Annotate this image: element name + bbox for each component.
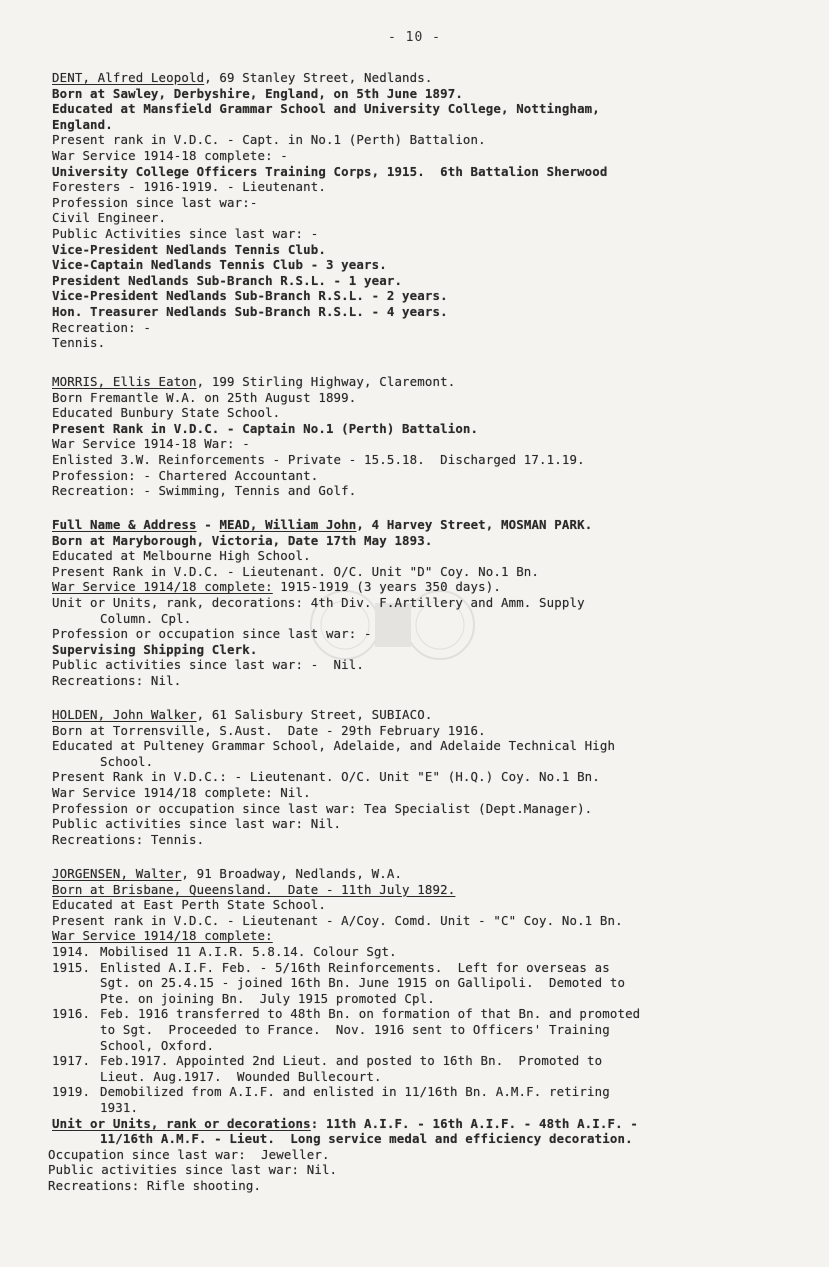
entry-line: Vice-President Nedlands Tennis Club. <box>52 241 326 257</box>
entry-line: Vice-Captain Nedlands Tennis Club - 3 years. <box>52 257 387 273</box>
entry-address: , 61 Salisbury Street, SUBIACO. <box>196 707 433 722</box>
entry-line: Present rank in V.D.C. - Capt. in No.1 (Perth) Battalion. <box>52 132 486 148</box>
entry-heading <box>52 866 792 882</box>
service-text: 1931. <box>100 1099 139 1115</box>
service-year: 1916. <box>52 1006 91 1022</box>
separator: - <box>196 517 220 532</box>
entry-line: Hon. Treasurer Nedlands Sub-Branch R.S.L. - 4 years. <box>52 303 448 319</box>
service-year: 1919. <box>52 1084 91 1100</box>
entry-line: Public Activities since last war: - <box>52 225 319 241</box>
service-text: Lieut. Aug.1917. Wounded Bullecourt. <box>100 1068 382 1084</box>
entry-dent <box>52 70 792 351</box>
entry-line <box>52 1116 792 1132</box>
entry-line: Foresters - 1916-1919. - Lieutenant. <box>52 179 326 195</box>
entry-line: Recreation: - Swimming, Tennis and Golf. <box>52 483 357 499</box>
entry-line: Column. Cpl. <box>100 610 192 626</box>
entry-line: Educated at Pulteney Grammar School, Adelaide, and Adelaide Technical High <box>52 738 616 754</box>
entry-line: Civil Engineer. <box>52 210 167 226</box>
service-text: to Sgt. Proceeded to France. Nov. 1916 sent to Officers' Training <box>100 1021 610 1037</box>
service-year-row <box>52 944 792 960</box>
unit-label: Unit or Units, rank or decorations <box>52 1115 311 1131</box>
entry-line: Supervising Shipping Clerk. <box>52 641 258 657</box>
service-year-row <box>52 960 792 976</box>
entry-line: Recreations: Tennis. <box>52 831 205 847</box>
entry-line <box>52 882 792 898</box>
entry-name: MEAD, William John <box>219 517 357 532</box>
birth-line: Born at Brisbane, Queensland. Date - 11th July 1892. <box>52 881 456 897</box>
entry-line: Present rank in V.D.C. - Lieutenant - A/Coy. Comd. Unit - "C" Coy. No.1 Bn. <box>52 912 623 928</box>
war-service-label: War Service 1914/18 complete: <box>52 579 273 595</box>
entry-line: War Service 1914-18 complete: - <box>52 147 288 163</box>
service-year-row <box>52 1084 792 1100</box>
entry-line: Born Fremantle W.A. on 25th August 1899. <box>52 389 357 405</box>
entry-line: Recreation: - <box>52 319 151 335</box>
war-service-label: War Service 1914/18 complete: <box>52 928 273 944</box>
entry-line: War Service 1914-18 War: - <box>52 436 250 452</box>
entry-line: 11/16th A.M.F. - Lieut. Long service medal and efficiency decoration. <box>100 1131 633 1147</box>
entry-line: Present Rank in V.D.C.: - Lieutenant. O/C. Unit "E" (H.Q.) Coy. No.1 Bn. <box>52 769 600 785</box>
entry-line: England. <box>52 116 113 132</box>
entry-line: Unit or Units, rank, decorations: 4th Div. F.Artillery and Amm. Supply <box>52 594 585 610</box>
entry-line: Present Rank in V.D.C. - Lieutenant. O/C. Unit "D" Coy. No.1 Bn. <box>52 563 540 579</box>
entry-line: Educated Bunbury State School. <box>52 405 281 421</box>
entry-heading <box>52 707 792 723</box>
entry-address: , 199 Stirling Highway, Claremont. <box>196 374 456 389</box>
entry-address: , 4 Harvey Street, MOSMAN PARK. <box>356 517 593 532</box>
entry-line: President Nedlands Sub-Branch R.S.L. - 1 year. <box>52 272 403 288</box>
entry-line: Vice-President Nedlands Sub-Branch R.S.L. - 2 years. <box>52 288 448 304</box>
entry-line: Educated at Melbourne High School. <box>52 548 311 564</box>
entry-name: MORRIS, Ellis Eaton <box>52 374 197 389</box>
entry-morris <box>52 374 792 499</box>
service-year: 1914. <box>52 943 91 959</box>
service-year-row <box>52 1053 792 1069</box>
entry-address: , 69 Stanley Street, Nedlands. <box>204 70 433 85</box>
entry-name: HOLDEN, John Walker <box>52 707 197 722</box>
entry-name: JORGENSEN, Walter <box>52 866 182 881</box>
service-year-row <box>52 1006 792 1022</box>
service-text: Feb.1917. Appointed 2nd Lieut. and posted to 16th Bn. Promoted to <box>100 1053 603 1069</box>
entry-line: Tennis. <box>52 335 106 351</box>
entry-line: University College Officers Training Corps, 1915. 6th Battalion Sherwood <box>52 163 608 179</box>
war-service-value: 1915-1919 (3 years 350 days). <box>272 579 501 595</box>
entry-line: Profession or occupation since last war: Tea Specialist (Dept.Manager). <box>52 800 593 816</box>
service-text: Enlisted A.I.F. Feb. - 5/16th Reinforcements. Left for overseas as <box>100 959 610 975</box>
entry-line <box>52 928 792 944</box>
entry-heading <box>52 70 792 86</box>
service-text: Demobilized from A.I.F. and enlisted in 11/16th Bn. A.M.F. retiring <box>100 1084 610 1100</box>
entry-mead <box>52 517 792 689</box>
entry-line: Occupation since last war: Jeweller. <box>48 1146 330 1162</box>
service-text: Feb. 1916 transferred to 48th Bn. on formation of that Bn. and promoted <box>100 1006 641 1022</box>
entry-line: School. <box>100 753 154 769</box>
entry-line: Profession since last war:- <box>52 194 258 210</box>
entry-line: Educated at Mansfield Grammar School and University College, Nottingham, <box>52 101 600 117</box>
entry-line: Profession: - Chartered Accountant. <box>52 467 319 483</box>
entry-name: DENT, Alfred Leopold <box>52 70 205 85</box>
entry-line <box>52 579 792 595</box>
entry-address: , 91 Broadway, Nedlands, W.A. <box>181 866 403 881</box>
entry-line: Present Rank in V.D.C. - Captain No.1 (Perth) Battalion. <box>52 420 479 436</box>
entry-heading <box>52 374 792 390</box>
entry-line: Recreations: Nil. <box>52 672 182 688</box>
service-text: School, Oxford. <box>100 1037 215 1053</box>
entry-line: Profession or occupation since last war: - <box>52 626 372 642</box>
service-text: Pte. on joining Bn. July 1915 promoted Cpl. <box>100 990 435 1006</box>
unit-value: : 11th A.I.F. - 16th A.I.F. - 48th A.I.F. - <box>310 1115 638 1131</box>
entry-line: Public activities since last war: Nil. <box>52 816 342 832</box>
entry-line: Public activities since last war: Nil. <box>48 1162 338 1178</box>
entry-line: Born at Maryborough, Victoria, Date 17th May 1893. <box>52 532 433 548</box>
service-year: 1915. <box>52 959 91 975</box>
entry-line: War Service 1914/18 complete: Nil. <box>52 784 311 800</box>
entry-line: Recreations: Rifle shooting. <box>48 1177 262 1193</box>
service-text: Sgt. on 25.4.15 - joined 16th Bn. June 1915 on Gallipoli. Demoted to <box>100 975 626 991</box>
page-number: - 10 - <box>388 30 441 45</box>
entry-jorgensen <box>48 866 792 1193</box>
service-year: 1917. <box>52 1053 91 1069</box>
entry-line: Public activities since last war: - Nil. <box>52 657 365 673</box>
entry-line: Born at Torrensville, S.Aust. Date - 29th February 1916. <box>52 722 486 738</box>
entry-line: Born at Sawley, Derbyshire, England, on 5th June 1897. <box>52 85 463 101</box>
service-text: Mobilised 11 A.I.R. 5.8.14. Colour Sgt. <box>100 943 397 959</box>
full-name-label: Full Name & Address <box>52 517 197 532</box>
entry-line: Enlisted 3.W. Reinforcements - Private - 15.5.18. Discharged 17.1.19. <box>52 451 585 467</box>
entry-heading <box>52 517 792 533</box>
entry-holden <box>52 707 792 847</box>
entry-line: Educated at East Perth State School. <box>52 897 326 913</box>
